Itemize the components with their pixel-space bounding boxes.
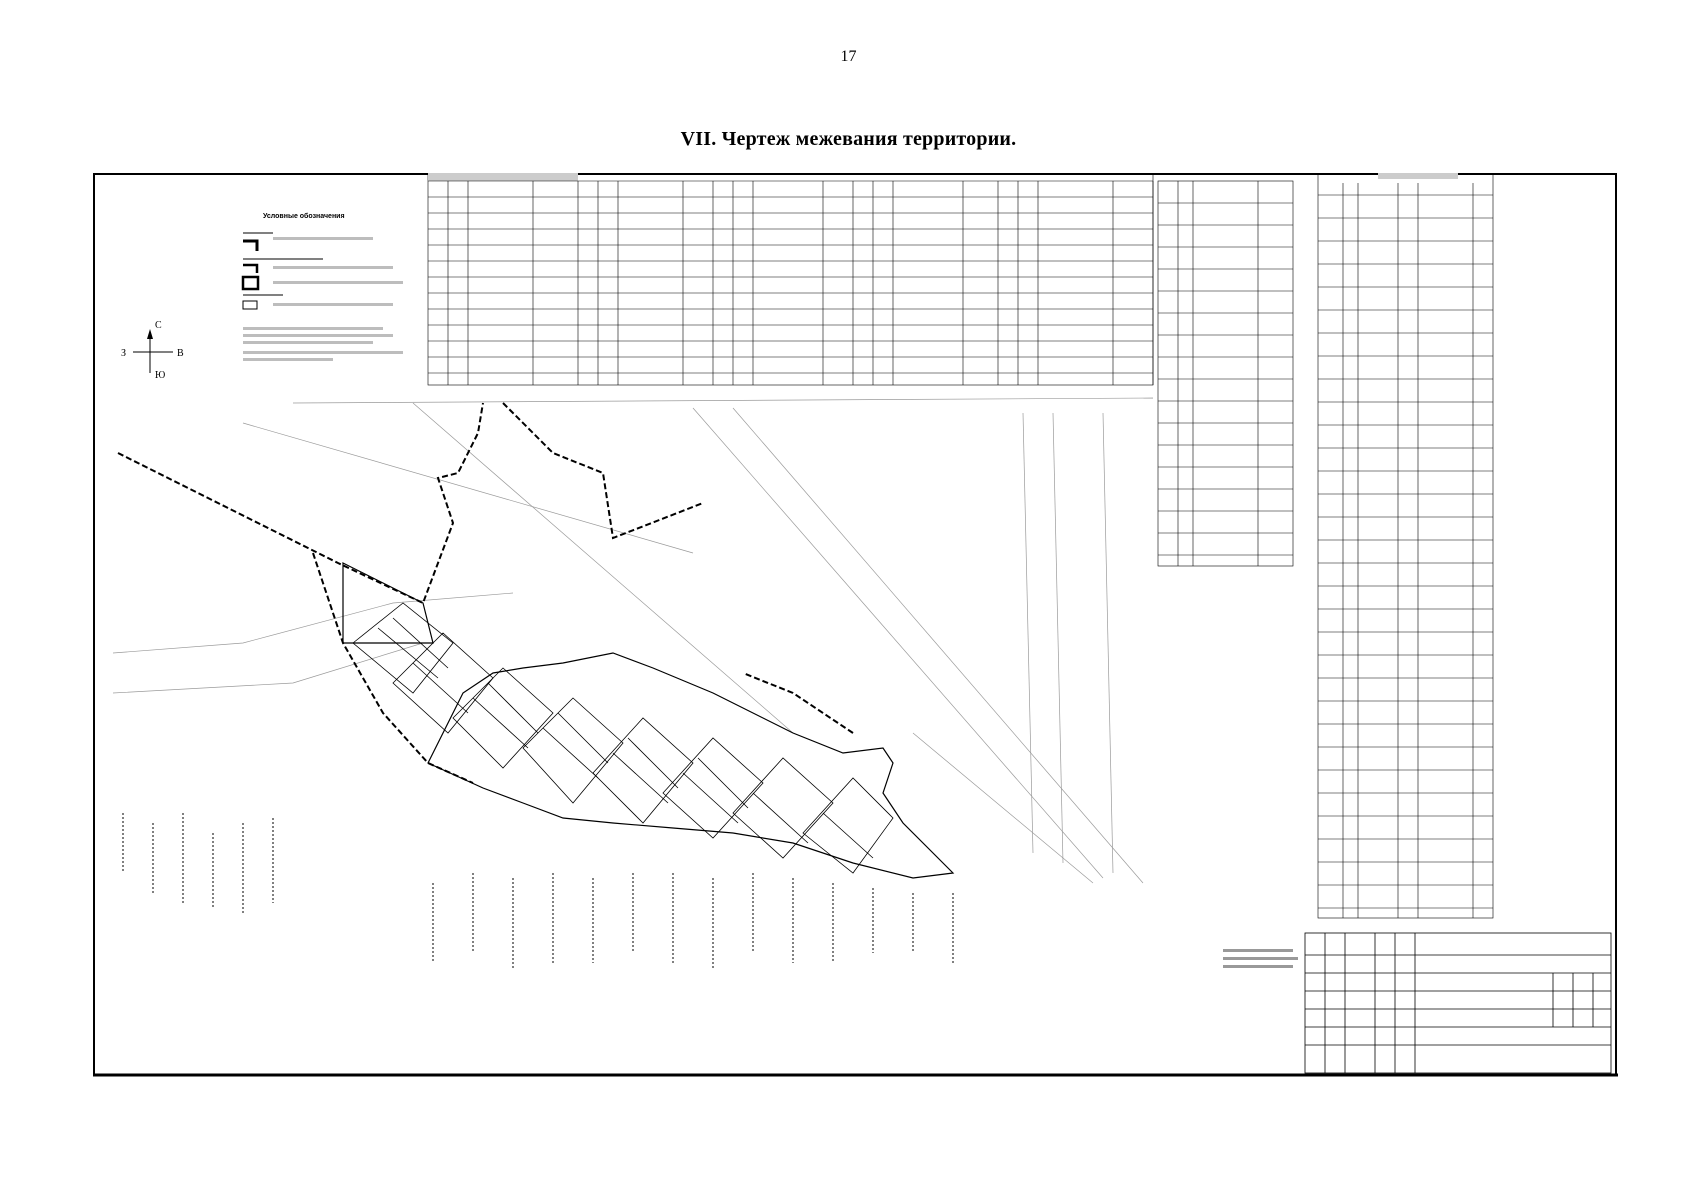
section-title: VII. Чертеж межевания территории. <box>680 128 1017 150</box>
page-number: 17 <box>840 48 857 65</box>
survey-drawing-sheet <box>93 173 1618 1078</box>
land-plot-table-middle <box>1158 181 1293 566</box>
compass-north-label: С <box>155 320 162 331</box>
compass-east-label: В <box>177 348 184 359</box>
legend-block <box>243 212 403 361</box>
cadastral-map <box>113 398 1153 968</box>
land-plot-tables-top <box>428 173 1153 385</box>
compass-rose <box>121 320 184 381</box>
legend-heading: Условные обозначения <box>263 213 345 220</box>
title-block-stamp <box>1305 933 1611 1073</box>
compass-south-label: Ю <box>155 370 166 381</box>
survey-notes <box>1223 949 1298 968</box>
land-plot-table-right <box>1318 173 1493 918</box>
compass-west-label: З <box>121 348 127 359</box>
